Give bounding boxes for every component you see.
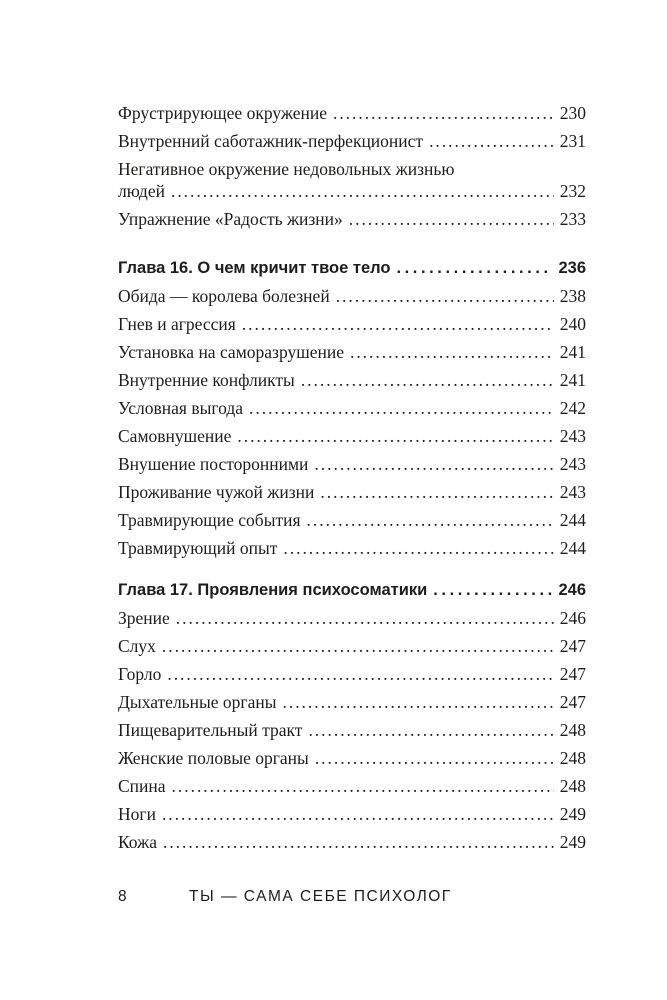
toc-section — [118, 254, 586, 562]
entry-title: Гнев и агрессия — [118, 314, 236, 334]
chapter-heading[interactable] — [118, 576, 586, 604]
entry-title: Негативное окружение недовольных жизнью — [118, 159, 455, 179]
entry-title-continued: людей — [118, 181, 165, 201]
entry-title: Самовнушение — [118, 426, 232, 446]
entry-title: Упражнение «Радость жизни» — [118, 209, 343, 229]
entry-title: Глава 16. О чем кричит твое тело — [118, 259, 391, 277]
entry-title: Дыхательные органы — [118, 692, 277, 712]
toc-entry[interactable] — [118, 366, 586, 394]
entry-title: Внушение посторонними — [118, 454, 309, 474]
toc-entry[interactable] — [118, 310, 586, 338]
toc-section — [118, 99, 586, 233]
entry-title: Кожа — [118, 832, 157, 852]
entry-page: 240 — [559, 314, 586, 334]
entry-page: 248 — [559, 720, 586, 740]
dot-leader — [320, 481, 553, 503]
entry-page: 241 — [559, 342, 586, 362]
page-number: 8 — [118, 888, 129, 905]
entry-page: 243 — [559, 426, 586, 446]
dot-leader — [176, 607, 554, 629]
table-of-contents — [118, 99, 586, 856]
toc-entry[interactable] — [118, 282, 586, 310]
dot-leader — [396, 257, 552, 279]
running-title: ТЫ — САМА СЕБЕ ПСИХОЛОГ — [189, 888, 452, 905]
toc-entry[interactable] — [118, 660, 586, 688]
entry-title: Слух — [118, 636, 156, 656]
toc-entry[interactable] — [118, 450, 586, 478]
entry-page: 241 — [559, 370, 586, 390]
toc-entry[interactable] — [118, 688, 586, 716]
entry-page: 243 — [559, 454, 586, 474]
dot-leader — [162, 635, 554, 657]
entry-page: 248 — [559, 748, 586, 768]
entry-page: 248 — [559, 776, 586, 796]
entry-title: Фрустрирующее окружение — [118, 103, 327, 123]
entry-title: Женские половые органы — [118, 748, 309, 768]
entry-page: 243 — [559, 482, 586, 502]
dot-leader — [249, 397, 554, 419]
toc-entry[interactable] — [118, 394, 586, 422]
entry-title: Травмирующий опыт — [118, 538, 278, 558]
dot-leader — [333, 102, 554, 124]
dot-leader — [283, 537, 553, 559]
entry-page: 231 — [559, 131, 586, 151]
toc-entry[interactable] — [118, 828, 586, 856]
dot-leader — [172, 775, 554, 797]
toc-entry[interactable] — [118, 155, 586, 205]
toc-entry[interactable] — [118, 716, 586, 744]
entry-page: 244 — [559, 510, 586, 530]
entry-title: Ноги — [118, 804, 156, 824]
toc-entry[interactable] — [118, 99, 586, 127]
toc-entry[interactable] — [118, 127, 586, 155]
dot-leader — [314, 453, 553, 475]
toc-entry[interactable] — [118, 506, 586, 534]
toc-entry[interactable] — [118, 772, 586, 800]
entry-title: Внутренние конфликты — [118, 370, 295, 390]
dot-leader — [167, 663, 553, 685]
dot-leader — [307, 509, 554, 531]
entry-page: 249 — [559, 804, 586, 824]
entry-title: Глава 17. Проявления психосоматики — [118, 581, 428, 599]
entry-title: Травмирующие события — [118, 510, 301, 530]
dot-leader — [350, 341, 554, 363]
entry-title: Спина — [118, 776, 166, 796]
entry-title: Зрение — [118, 608, 170, 628]
dot-leader — [237, 425, 553, 447]
dot-leader — [336, 285, 554, 307]
entry-title: Условная выгода — [118, 398, 244, 418]
entry-page: 230 — [559, 103, 586, 123]
dot-leader — [163, 831, 554, 853]
entry-page: 249 — [559, 832, 586, 852]
entry-page: 242 — [559, 398, 586, 418]
entry-page: 232 — [559, 181, 586, 201]
toc-entry[interactable] — [118, 422, 586, 450]
entry-title: Пищеварительный тракт — [118, 720, 303, 740]
entry-page: 246 — [559, 608, 586, 628]
entry-page: 244 — [559, 538, 586, 558]
dot-leader — [349, 208, 554, 230]
entry-page: 247 — [559, 636, 586, 656]
dot-leader — [308, 719, 553, 741]
dot-leader — [301, 369, 554, 391]
entry-page: 247 — [559, 692, 586, 712]
entry-page: 246 — [558, 581, 586, 599]
dot-leader — [429, 130, 554, 152]
entry-title: Установка на саморазрушение — [118, 342, 344, 362]
toc-entry[interactable] — [118, 604, 586, 632]
entry-page: 238 — [559, 286, 586, 306]
dot-leader — [433, 579, 552, 601]
toc-entry[interactable] — [118, 744, 586, 772]
entry-title: Внутренний саботажник-перфекционист — [118, 131, 424, 151]
dot-leader — [242, 313, 554, 335]
entry-title: Проживание чужой жизни — [118, 482, 315, 502]
toc-entry[interactable] — [118, 632, 586, 660]
entry-page: 247 — [559, 664, 586, 684]
toc-entry[interactable] — [118, 205, 586, 233]
toc-section — [118, 576, 586, 856]
entry-page: 233 — [559, 209, 586, 229]
chapter-heading[interactable] — [118, 254, 586, 282]
toc-entry[interactable] — [118, 800, 586, 828]
toc-entry[interactable] — [118, 338, 586, 366]
toc-entry[interactable] — [118, 534, 586, 562]
dot-leader — [283, 691, 554, 713]
dot-leader — [162, 803, 554, 825]
toc-entry[interactable] — [118, 478, 586, 506]
entry-title: Горло — [118, 664, 162, 684]
entry-page: 236 — [558, 259, 586, 277]
entry-title: Обида — королева болезней — [118, 286, 330, 306]
dot-leader — [315, 747, 554, 769]
dot-leader — [171, 180, 554, 202]
